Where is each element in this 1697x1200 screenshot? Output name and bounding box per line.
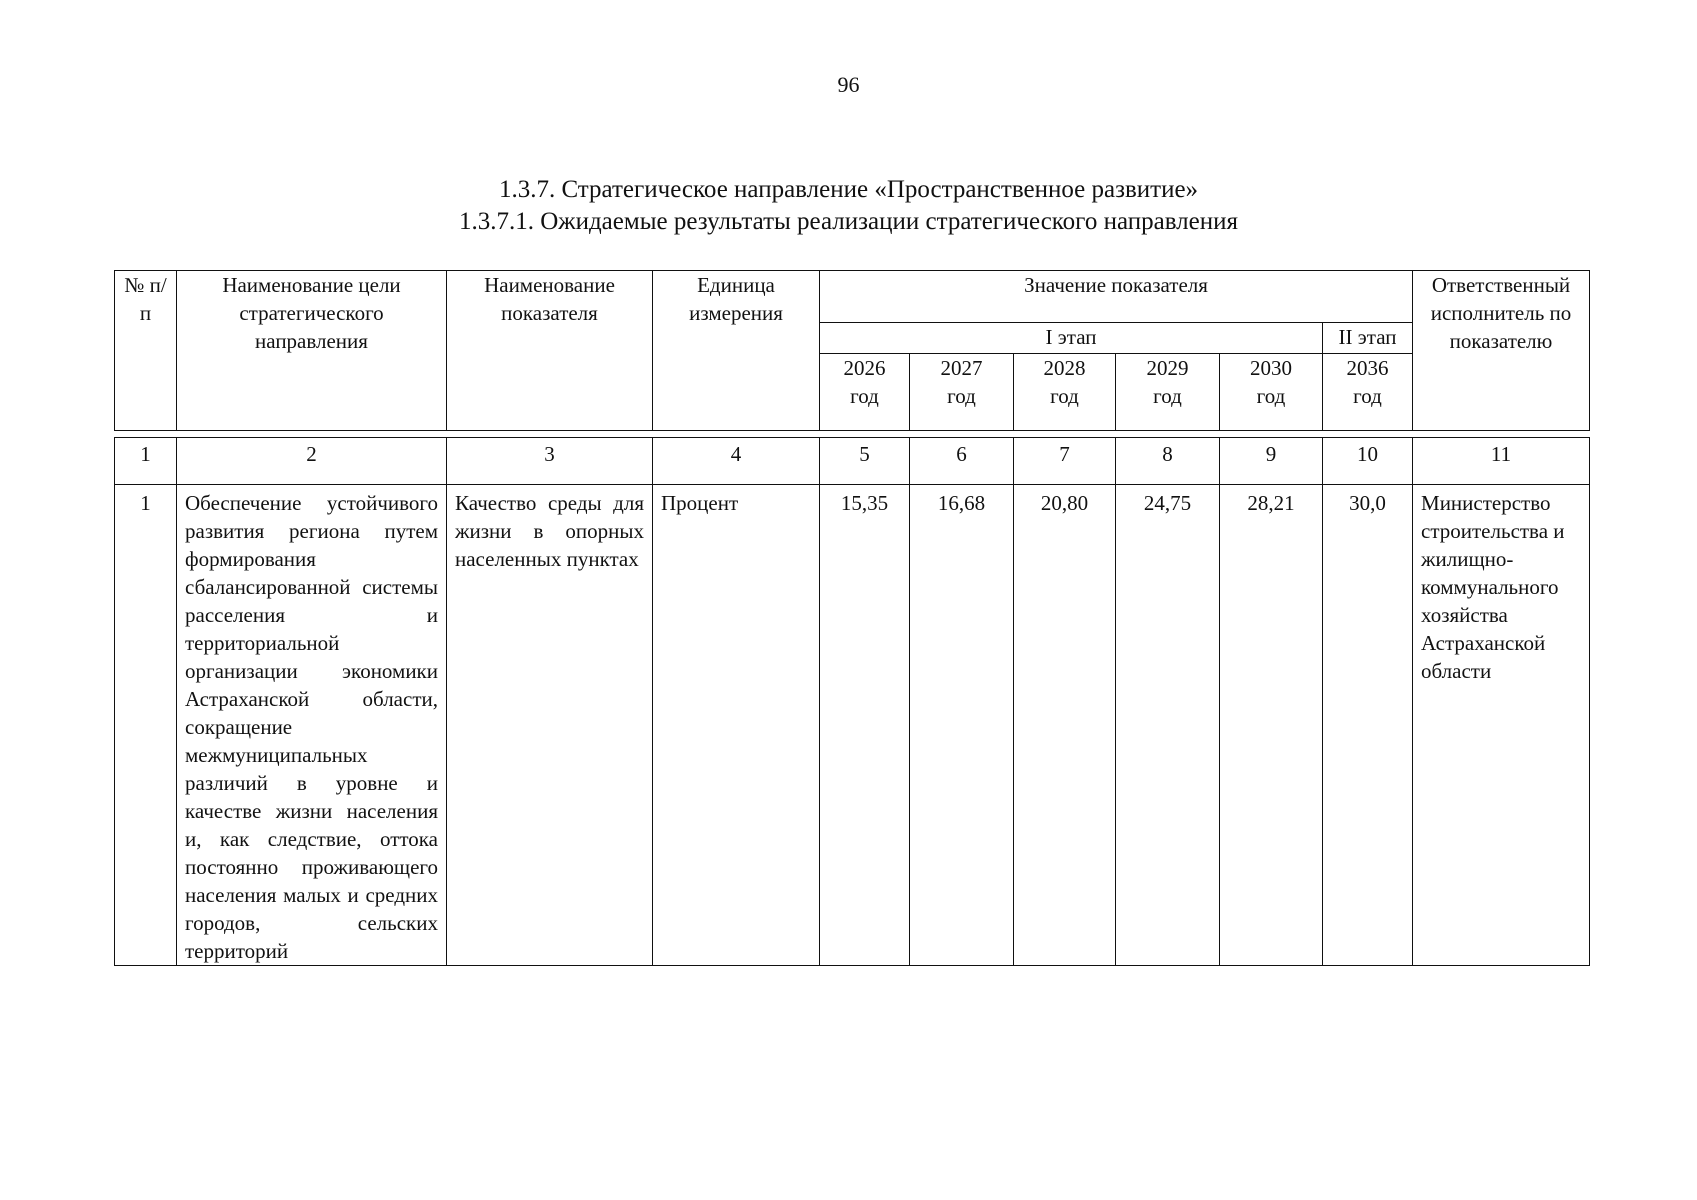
section-heading: 1.3.7. Стратегическое направление «Пространственное развитие»	[498, 176, 1199, 203]
column-number: 9	[1220, 438, 1323, 485]
row-unit: Процент	[653, 485, 820, 966]
header-stage-1: I этап	[820, 323, 1323, 354]
header-indicator: Наименование показателя	[447, 271, 653, 431]
year-number: 2027	[940, 356, 983, 380]
header-unit: Единица измерения	[653, 271, 820, 431]
year-number: 2030	[1250, 356, 1292, 380]
year-number: 2036	[1346, 356, 1389, 380]
column-number: 1	[115, 438, 177, 485]
header-year	[910, 354, 1014, 431]
year-word: год	[1050, 384, 1079, 408]
column-number: 6	[910, 438, 1014, 485]
year-word: год	[850, 384, 879, 408]
header-stage-2: II этап	[1323, 323, 1413, 354]
column-number: 7	[1014, 438, 1116, 485]
year-number: 2026	[843, 356, 886, 380]
header-value: Значение показателя	[820, 271, 1413, 323]
row-value: 24,75	[1116, 485, 1220, 966]
header-separator	[115, 431, 1590, 438]
header-year	[1220, 354, 1323, 431]
year-number: 2028	[1043, 356, 1086, 380]
header-goal: Наименование цели стратегического направления	[177, 271, 447, 431]
year-word: год	[1353, 384, 1382, 408]
header-num: № п/п	[115, 271, 177, 431]
page-number: 96	[837, 72, 860, 97]
row-value: 28,21	[1220, 485, 1323, 966]
column-number: 4	[653, 438, 820, 485]
row-goal: Обеспечение устойчивого развития региона путем формирования сбалансированной системы расселения и территориальной организации экономики Астраханской области, сокращение межмуниципальных различий в уровне и качестве жизни населения и, как следствие, оттока постоянно проживающего населения малых и средних городов, сельских территорий	[177, 485, 447, 966]
header-year	[1014, 354, 1116, 431]
row-value: 30,0	[1323, 485, 1413, 966]
header-year	[1323, 354, 1413, 431]
year-word: год	[947, 384, 976, 408]
year-word: год	[1153, 384, 1182, 408]
column-number: 10	[1323, 438, 1413, 485]
year-word: год	[1256, 384, 1286, 408]
results-table	[114, 270, 1590, 966]
header-responsible: Ответственный исполнитель по показателю	[1413, 271, 1590, 431]
subsection-heading: 1.3.7.1. Ожидаемые результаты реализации стратегического направления	[459, 208, 1238, 235]
column-number: 3	[447, 438, 653, 485]
column-number: 2	[177, 438, 447, 485]
row-indicator: Качество среды для жизни в опорных населенных пунктах	[447, 485, 653, 966]
column-number: 11	[1413, 438, 1590, 485]
header-year	[820, 354, 910, 431]
column-number: 8	[1116, 438, 1220, 485]
row-value: 16,68	[910, 485, 1014, 966]
row-value: 15,35	[820, 485, 910, 966]
row-value: 20,80	[1014, 485, 1116, 966]
table-row	[115, 485, 1590, 966]
header-year	[1116, 354, 1220, 431]
row-num: 1	[115, 485, 177, 966]
row-responsible: Министерство строительства и жилищно-коммунального хозяйства Астраханской области	[1413, 485, 1590, 966]
column-number: 5	[820, 438, 910, 485]
year-number: 2029	[1146, 356, 1189, 380]
